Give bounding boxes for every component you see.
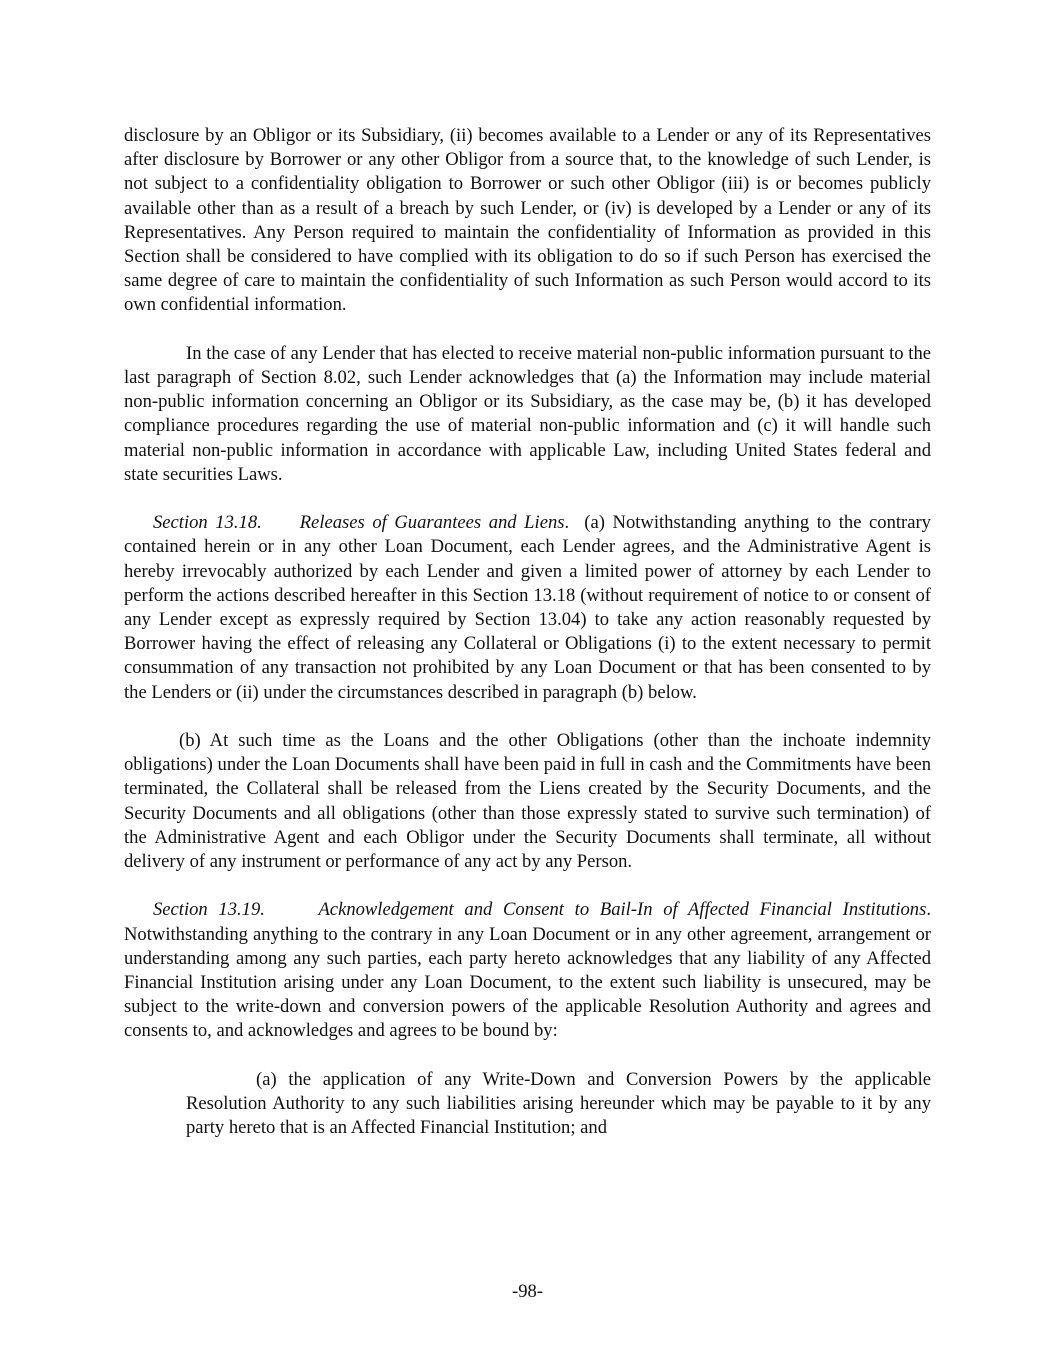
section-13-19-body: Notwithstanding anything to the contrary in any Loan Document or in any other agreement, arrangement or understanding among any such parties, each party hereto acknowledges that any liability of any Affected Financial Institution arising under any Loan Document, to the extent such liability is unsecured, may be subject to the write-down and conversion powers of the applicable Resolution Authority and agrees and consents to, and acknowledges and agrees to be bound by: [124, 923, 931, 1042]
section-13-18-paragraph-b: (b) At such time as the Loans and the other Obligations (other than the inchoate indemnity obligations) under the Loan Documents shall have been paid in full in cash and the Commitments have been terminated, the Collateral shall be released from the Liens created by the Security Documents, and the Security Documents and all obligations (other than those expressly stated to survive such termination) of the Administrative Agent and each Obligor under the Security Documents shall terminate, all without delivery of any instrument or performance of any act by any Person. [124, 730, 931, 873]
paragraph-material-non-public-information: In the case of any Lender that has elected to receive material non-public information pursuant to the last paragraph of Section 8.02, such Lender acknowledges that (a) the Information may include material non-public information concerning an Obligor or its Subsidiary, as the case may be, (b) it has developed compliance procedures regarding the use of material non-public information and (c) it will handle such material non-public information in accordance with applicable Law, including United States federal and state securities Laws. [124, 342, 931, 485]
section-13-19-title: Acknowledgement and Consent to Bail-In of Affected Financial Institutions [318, 899, 927, 921]
section-13-18-title: Releases of Guarantees and Liens [299, 512, 565, 534]
page-number: -98- [512, 1281, 543, 1302]
section-13-18-body-a: (a) Notwithstanding anything to the contrary contained herein or in any other Loan Document, each Lender agrees, and the Administrative Agent is hereby irrevocably authorized by each Lender and given a limited power of attorney by each Lender to perform the actions described hereafter in this Section 13.18 (without requirement of notice to or consent of any Lender except as expressly required by Section 13.04) to take any action reasonably requested by Borrower having the effect of releasing any Collateral or Obligations (i) to the extent necessary to permit consummation of any transaction not prohibited by any Loan Document or that has been consented to by the Lenders or (ii) under the circumstances described in paragraph (b) below. [124, 512, 931, 703]
paragraph-confidentiality-continuation: disclosure by an Obligor or its Subsidiary, (ii) becomes available to a Lender or any of its Representatives after disclosure by Borrower or any other Obligor from a source that, to the knowledge of such Lender, is not subject to a confidentiality obligation to Borrower or such other Obligor (iii) is or becomes publicly available other than as a result of a breach by such Lender, or (iv) is developed by a Lender or any of its Representatives. Any Person required to maintain the confidentiality of Information as provided in this Section shall be considered to have complied with its obligation to do so if such Person has exercised the same degree of care to maintain the confidentiality of such Information as such Person would accord to its own confidential information. [124, 125, 931, 316]
section-13-19-number: Section 13.19. [153, 899, 265, 921]
section-13-18: Section 13.18. Releases of Guarantees and Liens. (a) Notwithstanding anything to the contrary contained herein or in any other Loan Document, each Lender agrees, and the Administrative Agent is hereby irrevocably authorized by each Lender and given a limited power of attorney by each Lender to perform the actions described hereafter in this Section 13.18 (without requirement of notice to or consent of any Lender except as expressly required by Section 13.04) to take any action reasonably requested by Borrower having the effect of releasing any Collateral or Obligations (i) to the extent necessary to permit consummation of any transaction not prohibited by any Loan Document or that has been consented to by the Lenders or (ii) under the circumstances described in paragraph (b) below. [124, 512, 931, 703]
section-13-19-item-a: (a) the application of any Write-Down and Conversion Powers by the applicable Resolution Authority to any such liabilities arising hereunder which may be payable to it by any party hereto that is an Affected Financial Institution; and [186, 1068, 931, 1139]
section-13-18-number: Section 13.18. [153, 512, 262, 534]
section-13-19: Section 13.19. Acknowledgement and Consent to Bail-In of Affected Financial Institutions. Notwithstanding anything to the contrary in any Loan Document or in any other agreement, arrangement or understanding among any such parties, each party hereto acknowledges that any liability of any Affected Financial Institution arising under any Loan Document, to the extent such liability is unsecured, may be subject to the write-down and conversion powers of the applicable Resolution Authority and agrees and consents to, and acknowledges and agrees to be bound by: [124, 899, 931, 1042]
document-page [124, 124, 931, 1140]
